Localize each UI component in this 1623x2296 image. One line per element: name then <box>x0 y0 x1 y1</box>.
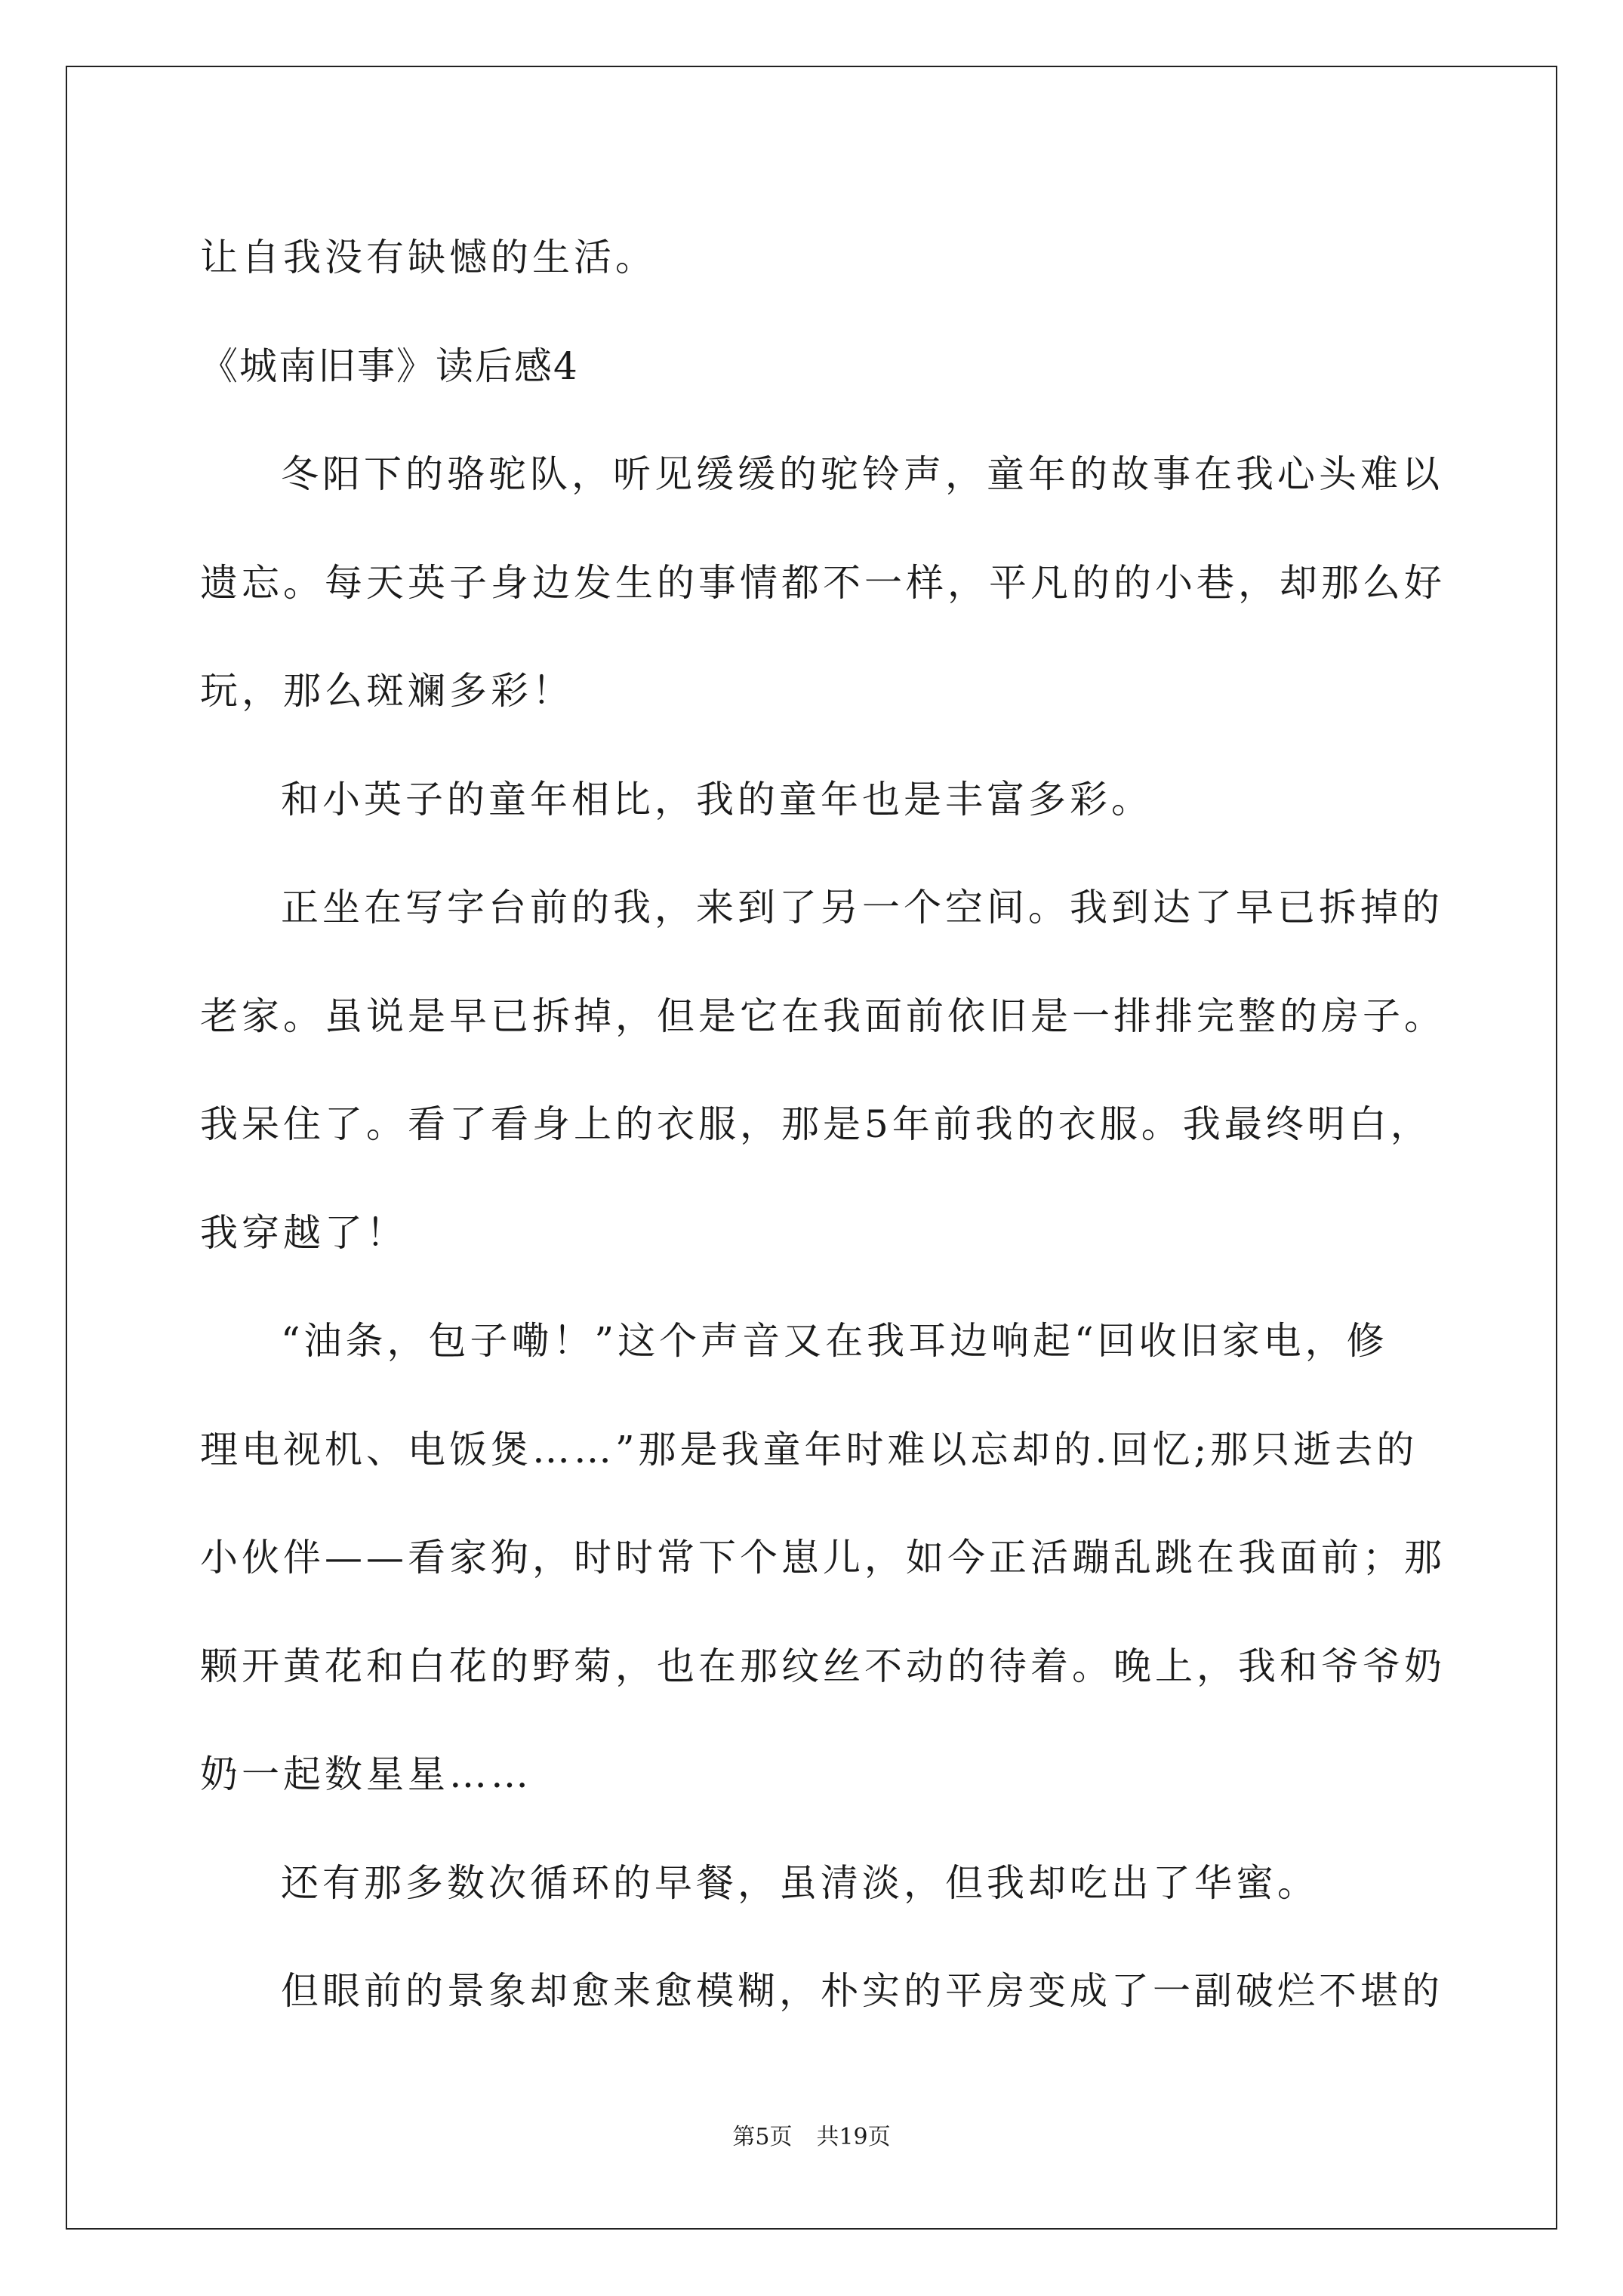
text-line: 让自我没有缺憾的生活。 <box>200 236 657 279</box>
paragraph-line: “油条，包子嘞！”这个声音又在我耳边响起“回收旧家电，修 <box>281 1319 1388 1363</box>
paragraph-line: 和小英子的童年相比，我的童年也是丰富多彩。 <box>281 777 1153 821</box>
page-number: 第5页 <box>732 2124 793 2150</box>
paragraph-line: 但眼前的景象却愈来愈模糊，朴实的平房变成了一副破烂不堪的 <box>281 1969 1443 2013</box>
paragraph-line: 老家。虽说是早已拆掉，但是它在我面前依旧是一排排完整的房子。 <box>200 994 1446 1038</box>
page-footer <box>0 2122 1623 2153</box>
page-total: 共19页 <box>816 2124 891 2150</box>
paragraph-line: 颗开黄花和白花的野菊，也在那纹丝不动的待着。晚上，我和爷爷奶 <box>200 1644 1446 1688</box>
paragraph-line: 正坐在写字台前的我，来到了另一个空间。我到达了早已拆掉的 <box>281 886 1443 929</box>
paragraph-line: 玩，那么斑斓多彩！ <box>200 669 574 713</box>
paragraph-line: 奶一起数星星…… <box>200 1752 532 1796</box>
paragraph-line: 小伙伴——看家狗，时时常下个崽儿，如今正活蹦乱跳在我面前；那 <box>200 1536 1446 1579</box>
document-body <box>200 204 1446 2046</box>
paragraph-line: 冬阳下的骆驼队，听见缓缓的驼铃声，童年的故事在我心头难以 <box>281 452 1443 496</box>
paragraph-line: 还有那多数次循环的早餐，虽清淡，但我却吃出了华蜜。 <box>281 1860 1319 1905</box>
paragraph-line: 遗忘。每天英子身边发生的事情都不一样，平凡的的小巷，却那么好 <box>200 560 1446 605</box>
paragraph-line: 我穿越了！ <box>200 1210 408 1255</box>
section-title: 《城南旧事》读后感4 <box>200 344 579 388</box>
paragraph-line: 我呆住了。看了看身上的衣服，那是5年前我的衣服。我最终明白， <box>200 1102 1432 1146</box>
paragraph-line: 理电视机、电饭煲……”那是我童年时难以忘却的.回忆;那只逝去的 <box>200 1427 1418 1472</box>
